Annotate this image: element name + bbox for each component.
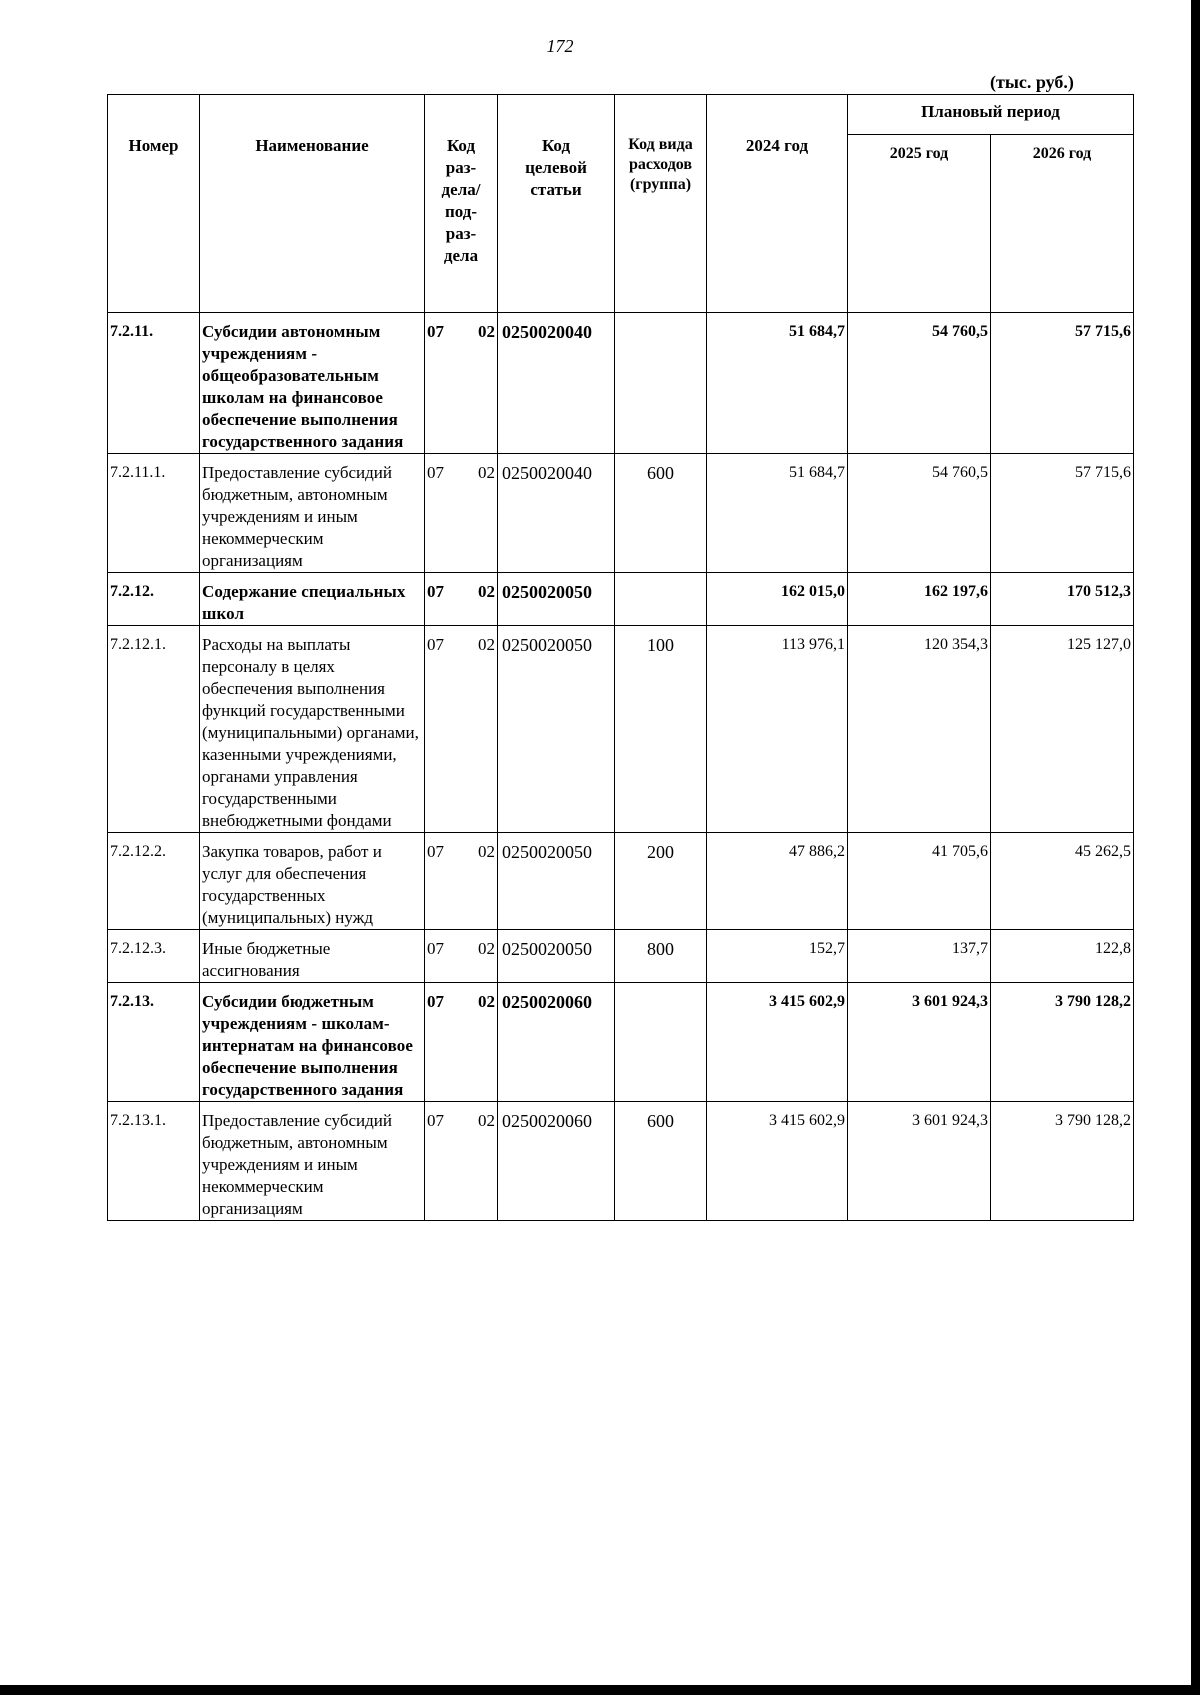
row-amount-2024: 3 415 602,9 (707, 1102, 848, 1221)
row-section-code (425, 833, 498, 930)
row-amount-2024: 152,7 (707, 930, 848, 983)
row-amount-2025: 54 760,5 (848, 313, 991, 454)
row-amount-2026: 122,8 (991, 930, 1134, 983)
table-row (108, 626, 1134, 833)
row-subsection: 02 (478, 582, 495, 601)
row-target-code: 0250020050 (498, 930, 615, 983)
row-name: Субсидии автономным учреждениям - общеобразовательным школам на финансовое обеспечение выполнения государственного задания (200, 313, 425, 454)
row-expense-type: 600 (615, 454, 707, 573)
row-amount-2026: 125 127,0 (991, 626, 1134, 833)
header-section-code: Код раз- дела/ под- раз- дела (425, 95, 498, 313)
budget-table (107, 94, 1134, 1221)
row-amount-2024: 51 684,7 (707, 454, 848, 573)
row-name: Иные бюджетные ассигнования (200, 930, 425, 983)
table-body (108, 313, 1134, 1221)
row-amount-2026: 170 512,3 (991, 573, 1134, 626)
row-amount-2024: 162 015,0 (707, 573, 848, 626)
row-name: Расходы на выплаты персоналу в целях обеспечения выполнения функций государственными (муниципальными) органами, казенными учреждениями, органами управления государственными внебюджетными фондами (200, 626, 425, 833)
table-row (108, 454, 1134, 573)
row-amount-2024: 51 684,7 (707, 313, 848, 454)
row-amount-2025: 3 601 924,3 (848, 983, 991, 1102)
row-number: 7.2.13.1. (108, 1102, 200, 1221)
row-amount-2025: 54 760,5 (848, 454, 991, 573)
row-target-code: 0250020040 (498, 313, 615, 454)
row-section-code (425, 930, 498, 983)
row-expense-type (615, 313, 707, 454)
row-target-code: 0250020050 (498, 626, 615, 833)
row-amount-2026: 57 715,6 (991, 454, 1134, 573)
table-row (108, 573, 1134, 626)
row-subsection: 02 (478, 322, 495, 341)
row-number: 7.2.12. (108, 573, 200, 626)
units-label: (тыс. руб.) (990, 72, 1074, 92)
table-header (108, 95, 1134, 313)
table-row (108, 833, 1134, 930)
row-amount-2024: 47 886,2 (707, 833, 848, 930)
row-section-code (425, 573, 498, 626)
row-number: 7.2.12.1. (108, 626, 200, 833)
page-number: 172 (546, 36, 574, 56)
header-expense-type-code: Код вида расходов (группа) (615, 95, 707, 313)
row-target-code: 0250020060 (498, 983, 615, 1102)
row-amount-2024: 3 415 602,9 (707, 983, 848, 1102)
table-row (108, 1102, 1134, 1221)
row-amount-2025: 137,7 (848, 930, 991, 983)
row-section-code (425, 313, 498, 454)
row-subsection: 02 (478, 992, 495, 1011)
row-subsection: 02 (478, 463, 495, 482)
row-name: Содержание специальных школ (200, 573, 425, 626)
row-amount-2025: 41 705,6 (848, 833, 991, 930)
row-section: 07 (427, 322, 444, 341)
row-number: 7.2.13. (108, 983, 200, 1102)
row-expense-type: 200 (615, 833, 707, 930)
row-amount-2026: 45 262,5 (991, 833, 1134, 930)
header-name: Наименование (200, 95, 425, 313)
row-expense-type: 100 (615, 626, 707, 833)
header-planning-period: Плановый период (848, 95, 1134, 135)
scan-right-border (1191, 0, 1200, 1695)
row-number: 7.2.11.1. (108, 454, 200, 573)
row-subsection: 02 (478, 635, 495, 654)
row-amount-2024: 113 976,1 (707, 626, 848, 833)
row-amount-2026: 57 715,6 (991, 313, 1134, 454)
row-section: 07 (427, 463, 444, 482)
row-expense-type (615, 573, 707, 626)
row-section-code (425, 1102, 498, 1221)
header-year-2026: 2026 год (991, 135, 1134, 313)
row-number: 7.2.12.2. (108, 833, 200, 930)
row-target-code: 0250020050 (498, 833, 615, 930)
row-subsection: 02 (478, 939, 495, 958)
row-section-code (425, 454, 498, 573)
header-number: Номер (108, 95, 200, 313)
row-subsection: 02 (478, 1111, 495, 1130)
row-name: Субсидии бюджетным учреждениям - школам-интернатам на финансовое обеспечение выполнения государственного задания (200, 983, 425, 1102)
row-section-code (425, 626, 498, 833)
table-row (108, 930, 1134, 983)
scan-bottom-border (0, 1685, 1200, 1695)
row-target-code: 0250020040 (498, 454, 615, 573)
table-row (108, 983, 1134, 1102)
row-amount-2025: 162 197,6 (848, 573, 991, 626)
row-expense-type: 600 (615, 1102, 707, 1221)
row-target-code: 0250020050 (498, 573, 615, 626)
row-amount-2026: 3 790 128,2 (991, 1102, 1134, 1221)
row-section-code (425, 983, 498, 1102)
row-expense-type (615, 983, 707, 1102)
row-section: 07 (427, 582, 444, 601)
row-section: 07 (427, 992, 444, 1011)
row-name: Закупка товаров, работ и услуг для обеспечения государственных (муниципальных) нужд (200, 833, 425, 930)
row-subsection: 02 (478, 842, 495, 861)
table-row (108, 313, 1134, 454)
header-year-2024: 2024 год (707, 95, 848, 313)
row-amount-2025: 120 354,3 (848, 626, 991, 833)
row-number: 7.2.11. (108, 313, 200, 454)
row-number: 7.2.12.3. (108, 930, 200, 983)
row-amount-2025: 3 601 924,3 (848, 1102, 991, 1221)
row-target-code: 0250020060 (498, 1102, 615, 1221)
row-section: 07 (427, 842, 444, 861)
header-target-code: Код целевой статьи (498, 95, 615, 313)
row-section: 07 (427, 1111, 444, 1130)
row-section: 07 (427, 635, 444, 654)
row-section: 07 (427, 939, 444, 958)
row-expense-type: 800 (615, 930, 707, 983)
row-name: Предоставление субсидий бюджетным, автономным учреждениям и иным некоммерческим организациям (200, 1102, 425, 1221)
row-amount-2026: 3 790 128,2 (991, 983, 1134, 1102)
row-name: Предоставление субсидий бюджетным, автономным учреждениям и иным некоммерческим организациям (200, 454, 425, 573)
header-year-2025: 2025 год (848, 135, 991, 313)
